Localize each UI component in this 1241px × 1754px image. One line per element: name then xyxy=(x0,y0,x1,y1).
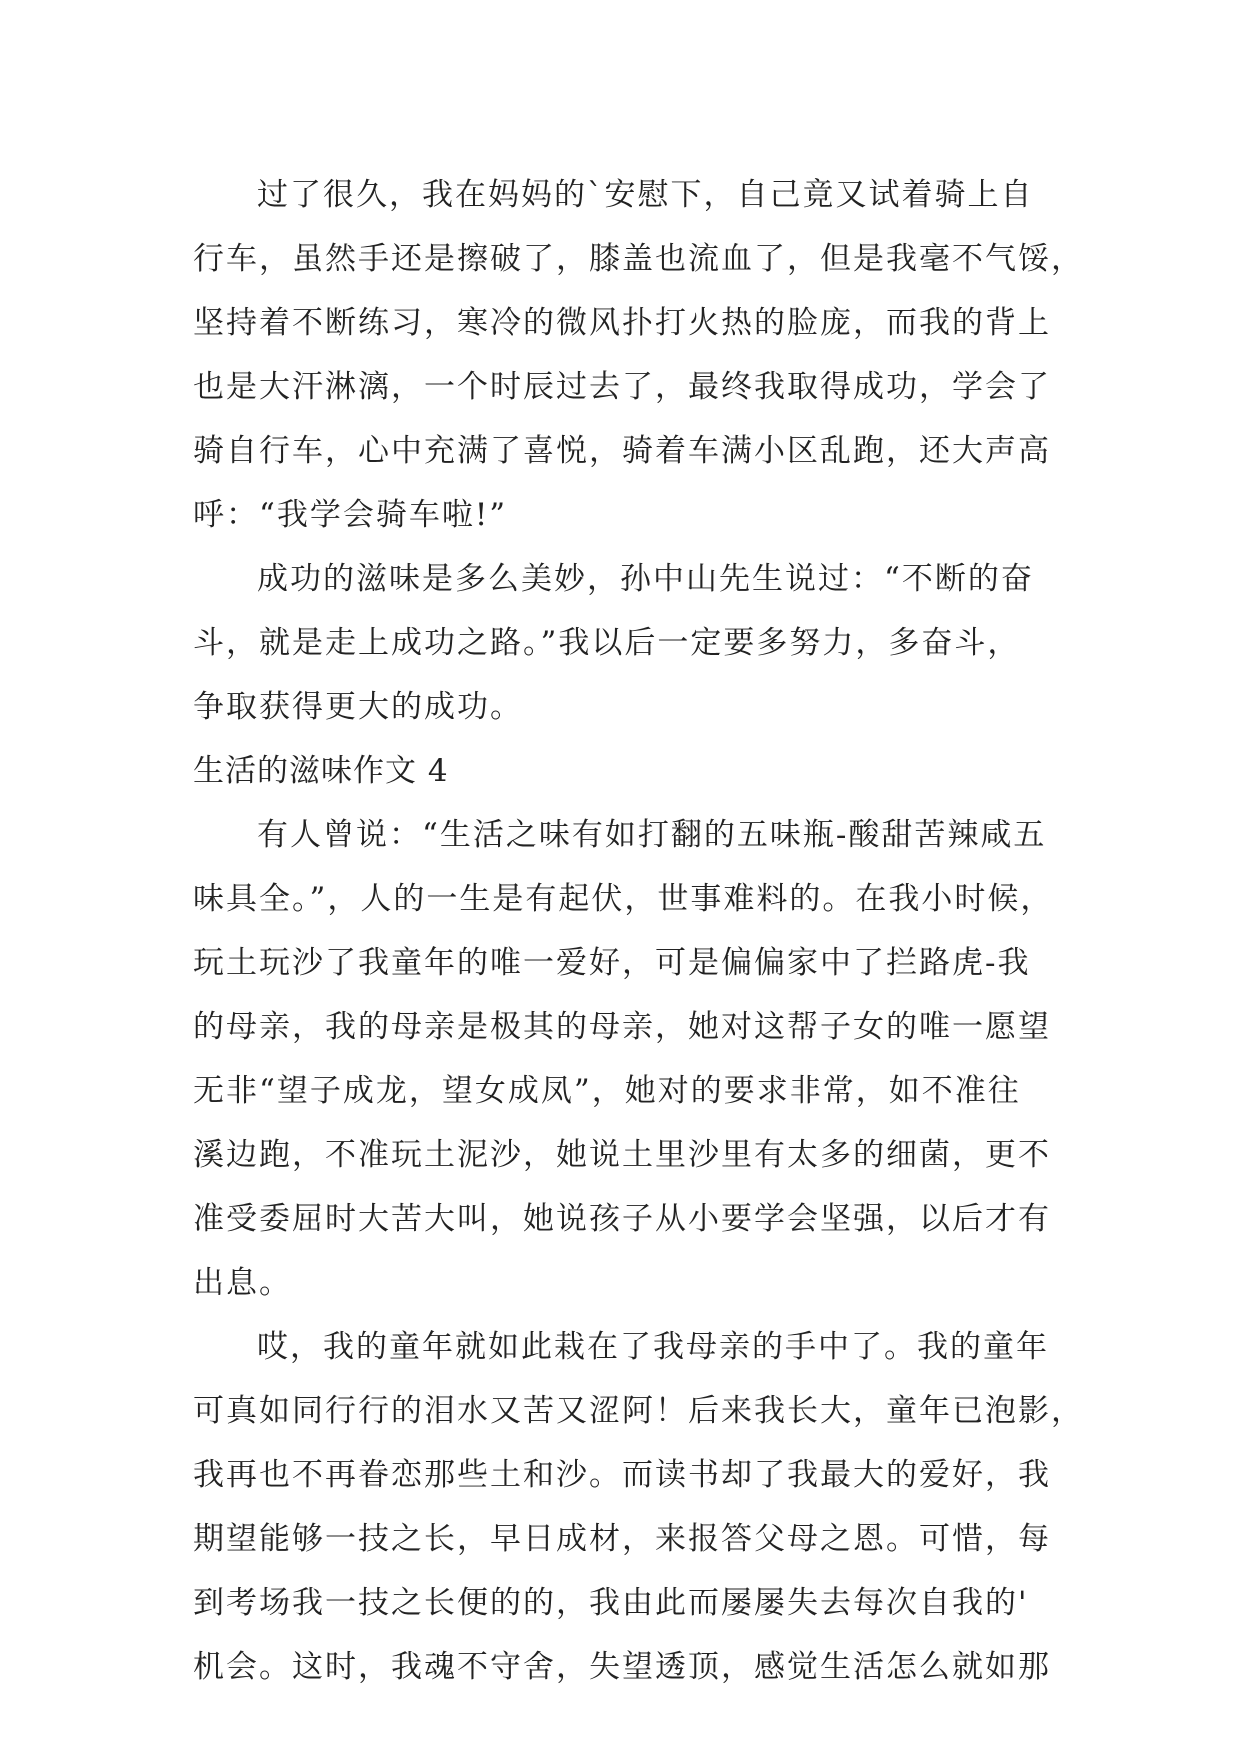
paragraph-line: 溪边跑，不准玩土泥沙，她说土里沙里有太多的细菌，更不 xyxy=(193,1137,1051,1173)
paragraph-line: 可真如同行行的泪水又苦又涩阿！后来我长大，童年已泡影， xyxy=(193,1393,1084,1429)
paragraph xyxy=(193,547,1053,739)
paragraph xyxy=(193,163,1084,547)
paragraph-line: 期望能够一技之长，早日成材，来报答父母之恩。可惜，每 xyxy=(193,1521,1051,1557)
paragraph-line: 准受委屈时大苦大叫，她说孩子从小要学会坚强，以后才有 xyxy=(193,1201,1051,1237)
paragraph-line: 无非“望子成龙，望女成凤”，她对的要求非常，如不准往 xyxy=(193,1073,1021,1109)
paragraph-line: 的母亲，我的母亲是极其的母亲，她对这帮子女的唯一愿望 xyxy=(193,1009,1051,1045)
paragraph xyxy=(193,1315,1084,1699)
paragraph-line: 哎，我的童年就如此栽在了我母亲的手中了。我的童年 xyxy=(257,1329,1049,1365)
paragraph-line: 玩土玩沙了我童年的唯一爱好，可是偏偏家中了拦路虎-我 xyxy=(193,945,1031,981)
paragraph-line: 争取获得更大的成功。 xyxy=(193,689,523,725)
paragraph-line: 过了很久，我在妈妈的`安慰下，自己竟又试着骑上自 xyxy=(257,177,1034,213)
paragraph-line: 出息。 xyxy=(193,1265,292,1301)
paragraph-line: 味具全。”，人的一生是有起伏，世事难料的。在我小时候， xyxy=(193,881,1054,917)
paragraph-line: 坚持着不断练习，寒冷的微风扑打火热的脸庞，而我的背上 xyxy=(193,305,1051,341)
paragraph-line: 斗，就是走上成功之路。”我以后一定要多努力，多奋斗， xyxy=(193,625,1021,661)
document-body xyxy=(193,163,1084,1699)
section-title: 生活的滋味作文 4 xyxy=(193,753,449,789)
paragraph-line: 也是大汗淋漓，一个时辰过去了，最终我取得成功，学会了 xyxy=(193,369,1051,405)
paragraph-line: 成功的滋味是多么美妙，孙中山先生说过：“不断的奋 xyxy=(257,561,1034,597)
paragraph-line: 骑自行车，心中充满了喜悦，骑着车满小区乱跑，还大声高 xyxy=(193,433,1051,469)
paragraph-line: 行车，虽然手还是擦破了，膝盖也流血了，但是我毫不气馁， xyxy=(193,241,1084,277)
paragraph-line: 机会。这时，我魂不守舍，失望透顶，感觉生活怎么就如那 xyxy=(193,1649,1051,1685)
paragraph-line: 我再也不再眷恋那些土和沙。而读书却了我最大的爱好，我 xyxy=(193,1457,1051,1493)
paragraph-line: 到考场我一技之长便的的，我由此而屡屡失去每次自我的' xyxy=(193,1585,1029,1621)
paragraph-line: 呼：“我学会骑车啦!” xyxy=(193,497,508,533)
paragraph-line: 有人曾说：“生活之味有如打翻的五味瓶-酸甜苦辣咸五 xyxy=(257,817,1047,853)
paragraph xyxy=(193,803,1053,1315)
